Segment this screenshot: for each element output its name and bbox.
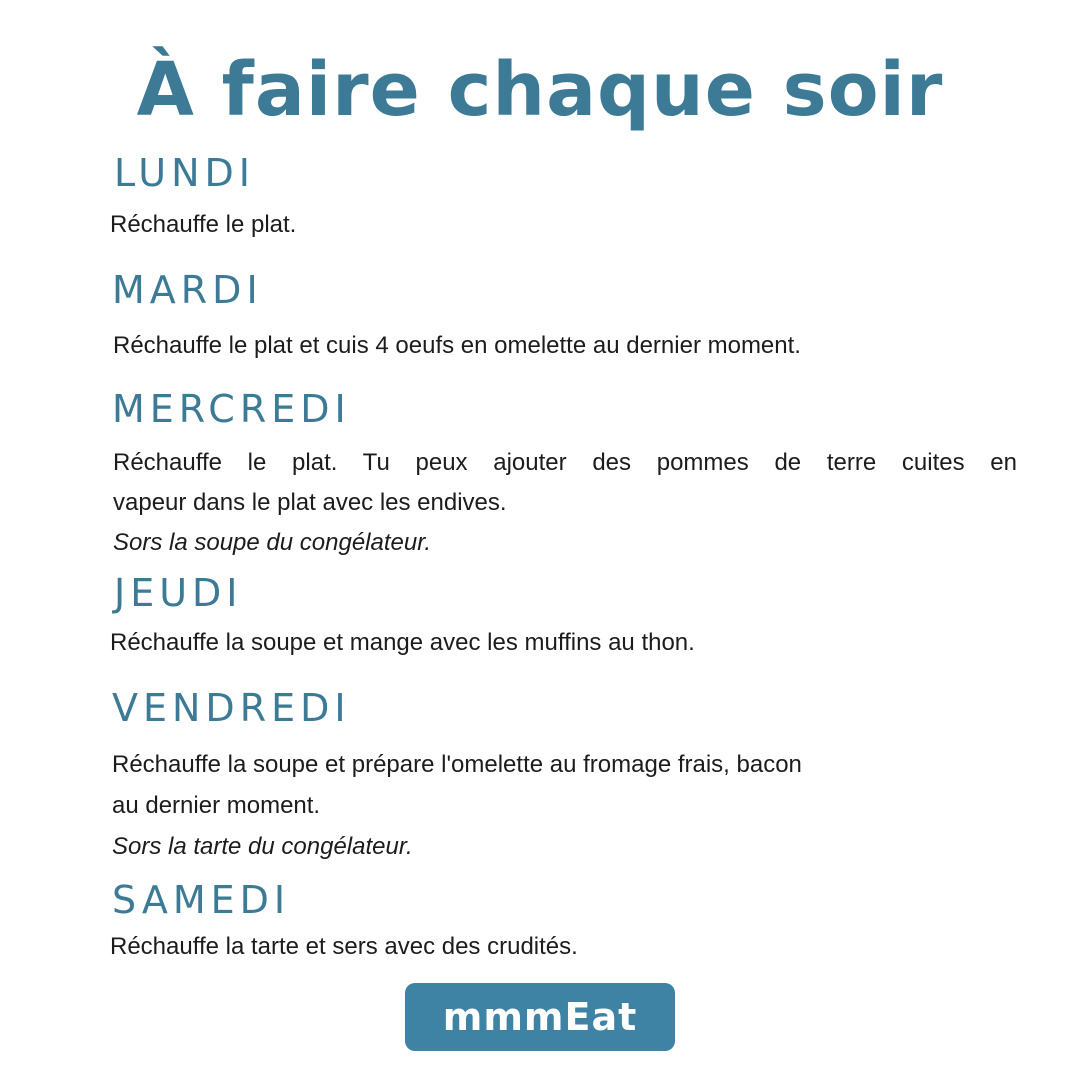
- day-instruction-mercredi-line1: Réchauffe le plat. Tu peux ajouter des pommes de terre cuites en: [113, 449, 1017, 476]
- day-note-mercredi: Sors la soupe du congélateur.: [113, 529, 431, 556]
- day-note-vendredi: Sors la tarte du congélateur.: [112, 833, 413, 860]
- day-heading-jeudi: JEUDI: [114, 571, 243, 615]
- day-instruction-mardi: Réchauffe le plat et cuis 4 oeufs en omelette au dernier moment.: [113, 332, 801, 359]
- day-instruction-vendredi-line2: au dernier moment.: [112, 792, 321, 819]
- day-instruction-vendredi-line1: Réchauffe la soupe et prépare l'omelette au fromage frais, bacon: [112, 751, 802, 778]
- day-heading-vendredi: VENDREDI: [112, 686, 351, 730]
- brand-logo: mmmEat: [405, 983, 675, 1051]
- day-heading-mardi: MARDI: [112, 268, 263, 312]
- day-instruction-lundi: Réchauffe le plat.: [110, 211, 297, 238]
- day-heading-mercredi: MERCREDI: [112, 387, 351, 431]
- day-instruction-samedi: Réchauffe la tarte et sers avec des crudités.: [110, 933, 578, 960]
- page-title: À faire chaque soir: [136, 47, 944, 133]
- day-heading-samedi: SAMEDI: [112, 878, 291, 922]
- day-instruction-jeudi: Réchauffe la soupe et mange avec les muffins au thon.: [110, 629, 695, 656]
- day-instruction-mercredi-line2: vapeur dans le plat avec les endives.: [113, 489, 507, 516]
- day-heading-lundi: LUNDI: [114, 151, 255, 195]
